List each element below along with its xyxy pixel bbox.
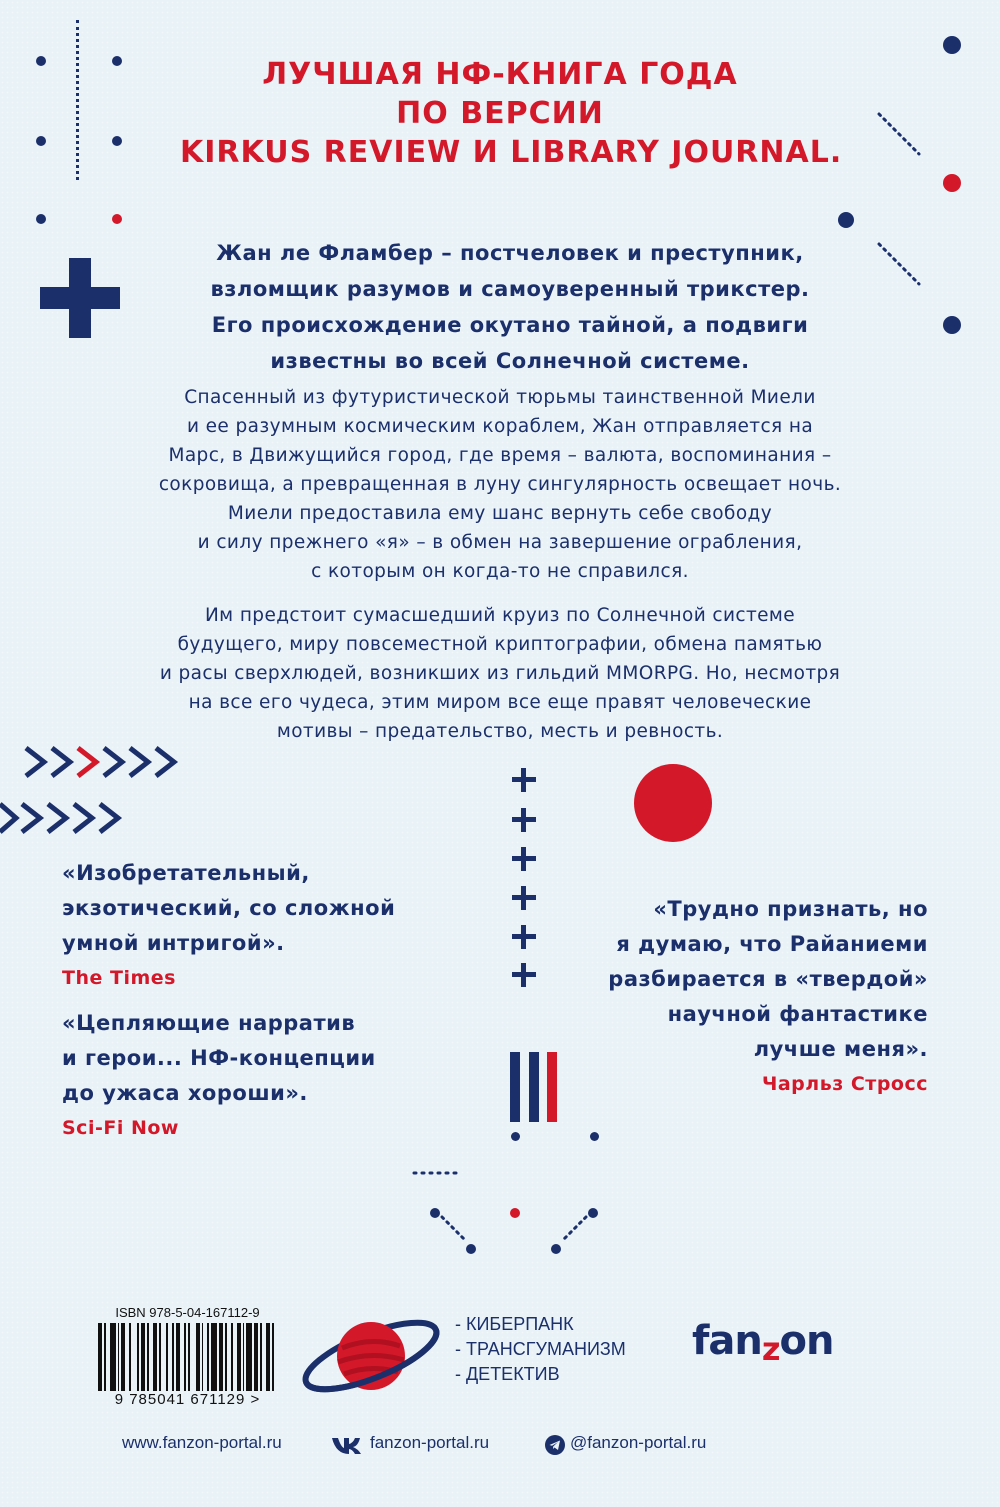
decor-dot xyxy=(943,36,961,54)
chevron-icon xyxy=(78,748,96,776)
quote-line: «Цепляющие нарратив xyxy=(62,1011,356,1035)
decor-dot xyxy=(551,1244,561,1254)
chevron-icon xyxy=(74,804,92,832)
headline-line: ЛУЧШАЯ НФ-КНИГА ГОДА xyxy=(262,57,738,92)
logo-part-z: z xyxy=(761,1330,780,1368)
decor-dotted-diagonal xyxy=(440,1215,470,1245)
chevron-icon xyxy=(22,804,40,832)
quote-source: The Times xyxy=(62,967,176,989)
body-line: и ее разумным космическим кораблем, Жан отправляется на xyxy=(186,416,814,437)
barcode-bars xyxy=(98,1323,280,1391)
telegram-link[interactable]: @fanzon-portal.ru xyxy=(570,1433,707,1452)
decor-dot xyxy=(943,316,961,334)
chevron-icon xyxy=(52,748,70,776)
decor-bar-red xyxy=(547,1052,557,1122)
barcode-bar xyxy=(274,1323,280,1391)
quote-line: я думаю, что Райаниеми xyxy=(616,932,928,956)
body-line: и силу прежнего «я» – в обмен на завершение ограбления, xyxy=(197,532,803,553)
quote-source: Чарльз Стросс xyxy=(762,1073,928,1095)
decor-dot xyxy=(511,1132,520,1141)
genre-list xyxy=(455,1312,626,1387)
genre-item: - ДЕТЕКТИВ xyxy=(455,1364,560,1384)
chevron-icon xyxy=(130,748,148,776)
decor-dotted-diagonal xyxy=(875,110,925,160)
chevron-icon xyxy=(156,748,174,776)
quote-line: и герои... НФ-концепции xyxy=(62,1046,376,1070)
quote-line: до ужаса хороши». xyxy=(62,1081,308,1105)
logo-part: fan xyxy=(692,1318,762,1364)
body-line: сокровища, а превращенная в луну сингулярность освещает ночь. xyxy=(158,474,842,495)
quote-line: лучше меня». xyxy=(753,1037,928,1061)
decor-dot xyxy=(36,136,46,146)
lead-paragraph xyxy=(110,235,910,379)
quote-source: Sci-Fi Now xyxy=(62,1117,179,1139)
annotation-body xyxy=(60,383,940,761)
telegram-icon xyxy=(545,1435,565,1455)
genre-item: - КИБЕРПАНК xyxy=(455,1314,574,1334)
decor-dot xyxy=(430,1208,440,1218)
quote-line: «Изобретательный, xyxy=(62,861,310,885)
quote-scifi-now xyxy=(62,1006,376,1146)
plus-icon xyxy=(512,808,536,832)
quote-line: экзотический, со сложной xyxy=(62,896,396,920)
chevron-icon xyxy=(48,804,66,832)
body-line: на все его чудеса, этим миром все еще правят человеческие xyxy=(188,692,812,713)
quote-line: разбирается в «твердой» xyxy=(608,967,928,991)
decor-dot-red xyxy=(943,174,961,192)
headline xyxy=(180,55,843,172)
chevron-row-top xyxy=(22,742,192,782)
chevron-icon xyxy=(104,748,122,776)
decor-bar xyxy=(510,1052,520,1122)
headline-line: KIRKUS REVIEW И LIBRARY JOURNAL. xyxy=(180,135,843,170)
decor-dotted-line xyxy=(412,1168,462,1178)
decor-dot-red xyxy=(112,214,122,224)
decor-dot xyxy=(838,212,854,228)
body-line: Миели предоставила ему шанс вернуть себе свободу xyxy=(227,503,773,524)
decor-dot xyxy=(112,56,122,66)
body-line: будущего, миру повсеместной криптографии, обмена памятью xyxy=(177,634,823,655)
genre-item: - ТРАНСГУМАНИЗМ xyxy=(455,1339,626,1359)
body-line: Спасенный из футуристической тюрьмы таинственной Миели xyxy=(184,387,816,408)
logo-part: on xyxy=(779,1318,834,1364)
website-link[interactable]: www.fanzon-portal.ru xyxy=(122,1433,282,1452)
publisher-logo xyxy=(692,1318,834,1368)
barcode xyxy=(90,1305,285,1413)
quote-line: научной фантастике xyxy=(667,1002,928,1026)
decor-dot xyxy=(112,136,122,146)
plus-icon xyxy=(512,768,536,792)
quote-line: «Трудно признать, но xyxy=(653,897,928,921)
lead-line: известны во всей Солнечной системе. xyxy=(270,349,750,373)
headline-line: ПО ВЕРСИИ xyxy=(396,96,604,131)
chevron-row-bottom xyxy=(0,798,130,838)
plus-icon xyxy=(512,847,536,871)
decor-dot xyxy=(36,56,46,66)
decor-bar xyxy=(529,1052,539,1122)
body-line: с которым он когда-то не справился. xyxy=(311,561,689,582)
decor-dotted-line xyxy=(76,20,79,180)
body-line: Им предстоит сумасшедший круиз по Солнечной системе xyxy=(204,605,796,626)
decor-dot xyxy=(36,214,46,224)
annotation-paragraph xyxy=(60,383,940,586)
body-line: и расы сверхлюдей, возникших из гильдий MMORPG. Но, несмотря xyxy=(159,663,841,684)
chevron-icon xyxy=(26,748,44,776)
decor-dot xyxy=(590,1132,599,1141)
lead-line: взломщик разумов и самоуверенный трикстер. xyxy=(210,277,810,301)
quote-times xyxy=(62,856,395,996)
vk-icon xyxy=(330,1435,366,1455)
decor-dot-red xyxy=(510,1208,520,1218)
quote-stross xyxy=(530,892,928,1102)
decor-dotted-diagonal xyxy=(558,1215,590,1245)
annotation-paragraph xyxy=(60,601,940,746)
quote-line: умной интригой». xyxy=(62,931,285,955)
plus-icon xyxy=(40,258,120,338)
body-line: Марс, в Движущийся город, где время – валюта, воспоминания – xyxy=(168,445,832,466)
chevron-icon xyxy=(0,804,16,832)
decor-red-circle xyxy=(634,764,712,842)
vk-link[interactable]: fanzon-portal.ru xyxy=(370,1433,490,1452)
barcode-digits: 9 785041 671129 > xyxy=(114,1391,261,1408)
lead-line: Его происхождение окутано тайной, а подвиги xyxy=(211,313,809,337)
chevron-icon xyxy=(100,804,118,832)
decor-dot xyxy=(466,1244,476,1254)
lead-line: Жан ле Фламбер – постчеловек и преступник, xyxy=(216,241,804,265)
body-line: мотивы – предательство, месть и ревность. xyxy=(276,721,724,742)
planet-logo-icon xyxy=(296,1300,446,1410)
isbn-label: ISBN 978-5-04-167112-9 xyxy=(115,1305,260,1320)
